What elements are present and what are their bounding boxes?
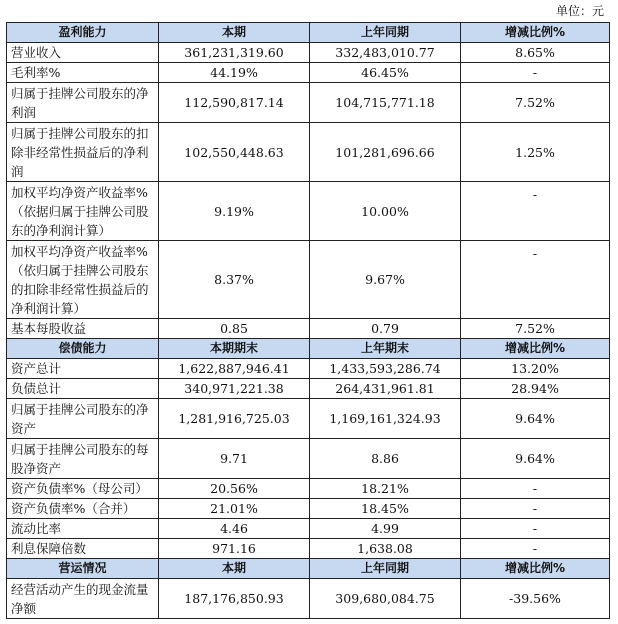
header-cell: 上年期末 (310, 339, 461, 359)
row-label: 流动比率 (7, 519, 159, 539)
prior-value: 4.99 (310, 519, 461, 539)
table-row (7, 43, 610, 63)
current-value: 9.71 (159, 439, 310, 479)
current-value: 1,281,916,725.03 (159, 399, 310, 439)
current-value: 44.19% (159, 63, 310, 83)
header-cell: 本期 (159, 23, 310, 43)
table-row (7, 399, 610, 439)
change-ratio: - (461, 182, 610, 241)
current-value: 102,550,448.63 (159, 123, 310, 182)
table-row (7, 539, 610, 559)
table-row (7, 499, 610, 519)
current-value: 20.56% (159, 479, 310, 499)
row-label: 加权平均净资产收益率%（依据归属于挂牌公司股东的净利润计算） (7, 182, 159, 241)
change-ratio: 28.94% (461, 379, 610, 399)
table-row (7, 579, 610, 619)
current-value: 0.85 (159, 319, 310, 339)
change-ratio: 9.64% (461, 439, 610, 479)
header-cell: 上年同期 (310, 23, 461, 43)
header-cell: 本期 (159, 559, 310, 579)
table-row (7, 123, 610, 182)
row-label: 利息保障倍数 (7, 539, 159, 559)
table-row (7, 319, 610, 339)
prior-value: 309,680,084.75 (310, 579, 461, 619)
table-row (7, 439, 610, 479)
header-cell: 本期期末 (159, 339, 310, 359)
table-row (7, 83, 610, 123)
current-value: 8.37% (159, 241, 310, 319)
prior-value: 101,281,696.66 (310, 123, 461, 182)
prior-value: 10.00% (310, 182, 461, 241)
prior-value: 18.21% (310, 479, 461, 499)
row-label: 加权平均净资产收益率%（依归属于挂牌公司股东的扣除非经常性损益后的净利润计算） (7, 241, 159, 319)
change-ratio: 9.64% (461, 399, 610, 439)
row-label: 资产总计 (7, 359, 159, 379)
header-cell: 增减比例% (461, 339, 610, 359)
row-label: 负债总计 (7, 379, 159, 399)
row-label: 归属于挂牌公司股东的扣除非经常性损益后的净利润 (7, 123, 159, 182)
table-row (7, 519, 610, 539)
header-cell: 偿债能力 (7, 339, 159, 359)
change-ratio: 1.25% (461, 123, 610, 182)
change-ratio: - (461, 539, 610, 559)
change-ratio: 7.52% (461, 83, 610, 123)
header-cell: 增减比例% (461, 23, 610, 43)
table-row (7, 359, 610, 379)
table-row (7, 182, 610, 241)
table-row (7, 241, 610, 319)
section-header-operations (7, 559, 610, 579)
change-ratio: 7.52% (461, 319, 610, 339)
current-value: 971.16 (159, 539, 310, 559)
current-value: 21.01% (159, 499, 310, 519)
section-header-profitability (7, 23, 610, 43)
change-ratio: -39.56% (461, 579, 610, 619)
row-label: 基本每股收益 (7, 319, 159, 339)
row-label: 资产负债率%（合并） (7, 499, 159, 519)
prior-value: 9.67% (310, 241, 461, 319)
prior-value: 1,433,593,286.74 (310, 359, 461, 379)
prior-value: 1,638.08 (310, 539, 461, 559)
row-label: 资产负债率%（母公司） (7, 479, 159, 499)
row-label: 毛利率% (7, 63, 159, 83)
table-row (7, 479, 610, 499)
row-label: 归属于挂牌公司股东的净利润 (7, 83, 159, 123)
header-cell: 上年同期 (310, 559, 461, 579)
current-value: 361,231,319.60 (159, 43, 310, 63)
row-label: 归属于挂牌公司股东的每股净资产 (7, 439, 159, 479)
prior-value: 0.79 (310, 319, 461, 339)
prior-value: 264,431,961.81 (310, 379, 461, 399)
current-value: 1,622,887,946.41 (159, 359, 310, 379)
change-ratio: - (461, 241, 610, 319)
table-row (7, 63, 610, 83)
change-ratio: 13.20% (461, 359, 610, 379)
prior-value: 332,483,010.77 (310, 43, 461, 63)
prior-value: 46.45% (310, 63, 461, 83)
prior-value: 1,169,161,324.93 (310, 399, 461, 439)
change-ratio: - (461, 63, 610, 83)
section-header-solvency (7, 339, 610, 359)
current-value: 112,590,817.14 (159, 83, 310, 123)
header-cell: 增减比例% (461, 559, 610, 579)
current-value: 340,971,221.38 (159, 379, 310, 399)
prior-value: 18.45% (310, 499, 461, 519)
financial-indicators-table (6, 22, 610, 619)
unit-label: 单位：元 (555, 4, 604, 18)
header-cell: 盈利能力 (7, 23, 159, 43)
current-value: 4.46 (159, 519, 310, 539)
change-ratio: - (461, 519, 610, 539)
current-value: 9.19% (159, 182, 310, 241)
change-ratio: 8.65% (461, 43, 610, 63)
prior-value: 8.86 (310, 439, 461, 479)
row-label: 营业收入 (7, 43, 159, 63)
current-value: 187,176,850.93 (159, 579, 310, 619)
table-row (7, 379, 610, 399)
change-ratio: - (461, 479, 610, 499)
header-cell: 营运情况 (7, 559, 159, 579)
row-label: 经营活动产生的现金流量净额 (7, 579, 159, 619)
prior-value: 104,715,771.18 (310, 83, 461, 123)
row-label: 归属于挂牌公司股东的净资产 (7, 399, 159, 439)
change-ratio: - (461, 499, 610, 519)
